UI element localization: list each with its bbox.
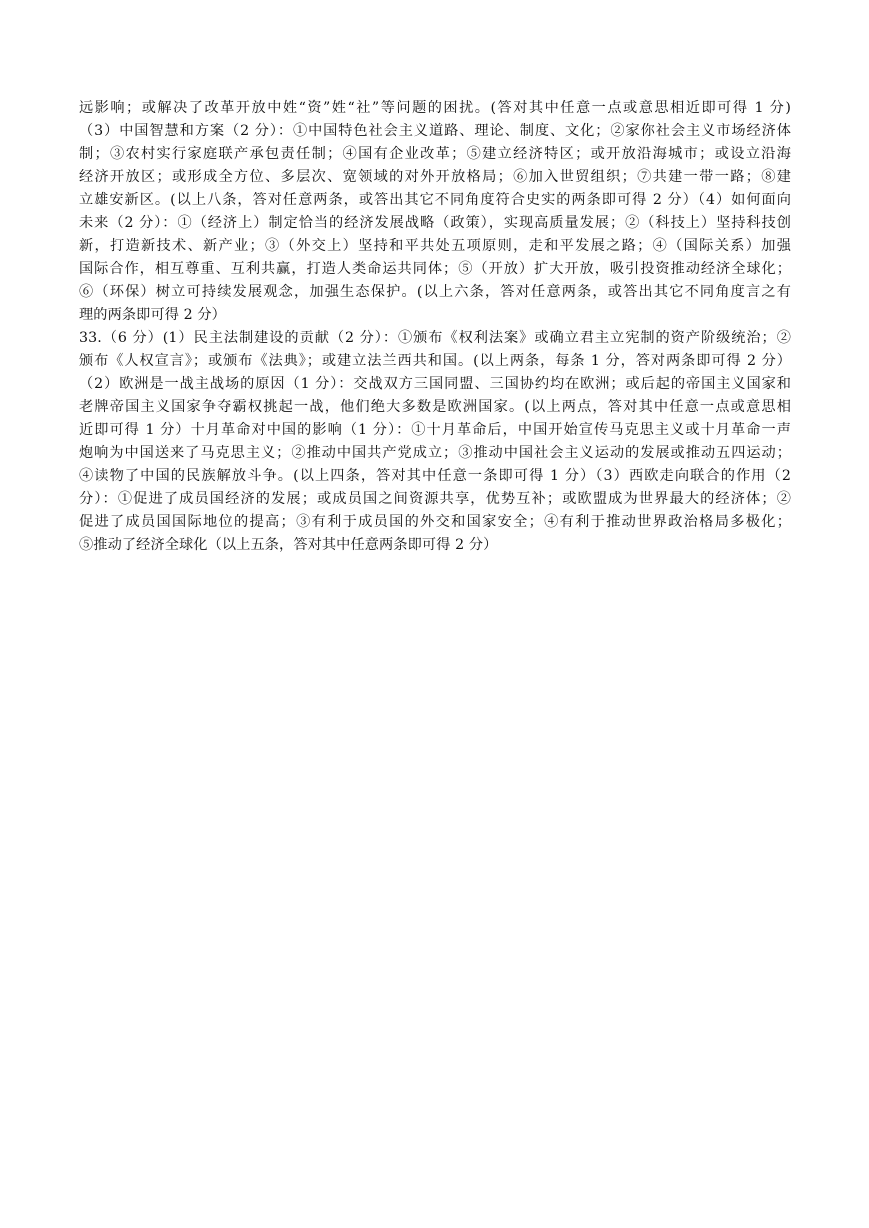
text-line-15: 近即可得 1 分）十月革命对中国的影响（1 分）：①十月革命后，中国开始宣传马克思主义或十月革命一声 (79, 422, 791, 438)
text-line-16: 炮响为中国送来了马克思主义；②推动中国共产党成立；③推动中国社会主义运动的发展或推动五四运动； (79, 445, 791, 461)
text-line-13: （2）欧洲是一战主战场的原因（1 分）：交战双方三国同盟、三国协约均在欧洲；或后起的帝国主义国家和 (79, 376, 791, 392)
text-line-7: 新，打造新技术、新产业；③（外交上）坚持和平共处五项原则，走和平发展之路；④（国际关系）加强 (79, 238, 791, 254)
text-line-5: 立雄安新区。(以上八条，答对任意两条，或答出其它不同角度符合史实的两条即可得 2 分）（4）如何面向 (79, 192, 791, 208)
text-line-17: ④读物了中国的民族解放斗争。(以上四条，答对其中任意一条即可得 1 分）（3）西欧走向联合的作用（2 (79, 468, 791, 484)
text-line-8: 国际合作，相互尊重、互利共赢，打造人类命运共同体；⑤（开放）扩大开放，吸引投资推动经济全球化； (79, 261, 791, 277)
text-line-1: 远影响；或解决了改革开放中姓“资”姓“社”等问题的困扰。(答对其中任意一点或意思相近即可得 1 分) (79, 100, 791, 116)
text-line-3: 制；③农村实行家庭联产承包责任制；④国有企业改革；⑤建立经济特区；或开放沿海城市；或设立沿海 (79, 146, 791, 162)
text-line-6: 未来（2 分）：①（经济上）制定恰当的经济发展战略（政策），实现高质量发展；②（科技上）坚持科技创 (79, 215, 791, 231)
answer-text-block (79, 97, 791, 557)
text-line-4: 经济开放区；或形成全方位、多层次、宽领域的对外开放格局；⑥加入世贸组织；⑦共建一带一路；⑧建 (79, 169, 791, 185)
text-line-9: ⑥（环保）树立可持续发展观念，加强生态保护。(以上六条，答对任意两条，或答出其它不同角度言之有 (79, 284, 791, 300)
text-line-19: 促进了成员国国际地位的提高；③有利于成员国的外交和国家安全；④有利于推动世界政治格局多极化； (79, 514, 791, 530)
text-line-18: 分）：①促进了成员国经济的发展；或成员国之间资源共享，优势互补；或欧盟成为世界最大的经济体；② (79, 491, 791, 507)
text-line-10: 理的两条即可得 2 分） (79, 307, 226, 323)
text-line-11: 33.（6 分）(1）民主法制建设的贡献（2 分）：①颁布《权利法案》或确立君主立宪制的资产阶级统治；② (79, 330, 791, 346)
text-line-20: ⑤推动了经济全球化（以上五条，答对其中任意两条即可得 2 分） (79, 537, 498, 553)
text-line-14: 老牌帝国主义国家争夺霸权挑起一战，他们绝大多数是欧洲国家。(以上两点，答对其中任意一点或意思相 (79, 399, 791, 415)
text-line-12: 颁布《人权宣言》；或颁布《法典》；或建立法兰西共和国。(以上两条，每条 1 分，答对两条即可得 2 分） (79, 353, 791, 369)
text-line-2: （3）中国智慧和方案（2 分）：①中国特色社会主义道路、理论、制度、文化；②家你社会主义市场经济体 (79, 123, 791, 139)
